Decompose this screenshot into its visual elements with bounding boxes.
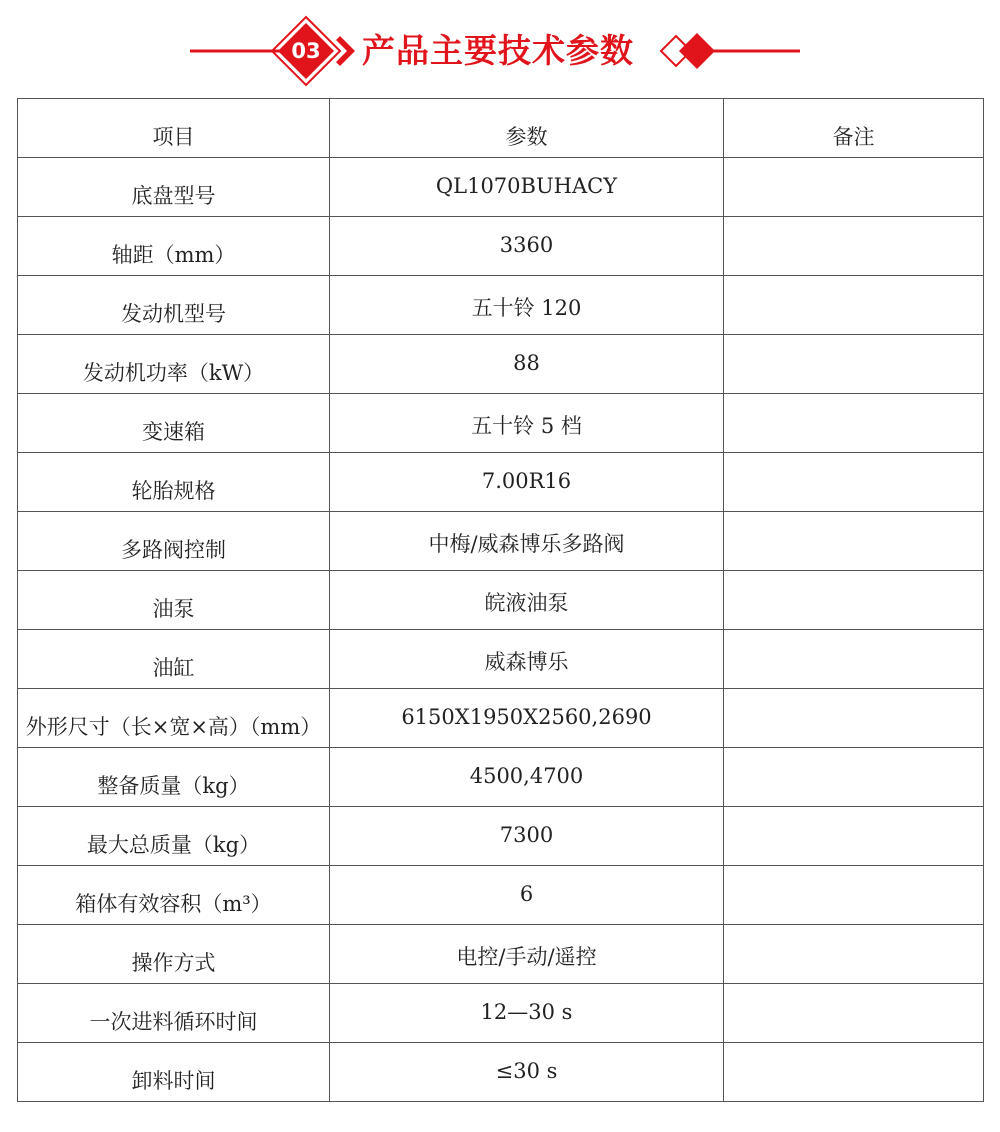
parameter-name-cell: 操作方式 <box>18 925 330 984</box>
table-row <box>18 512 984 571</box>
remark-cell <box>724 689 984 748</box>
parameter-value-cell: 五十铃 5 档 <box>330 394 724 453</box>
table-row <box>18 925 984 984</box>
remark-cell <box>724 866 984 925</box>
table-row <box>18 984 984 1043</box>
parameter-name-cell: 变速箱 <box>18 394 330 453</box>
table-row <box>18 748 984 807</box>
table-row <box>18 630 984 689</box>
remark-cell <box>724 748 984 807</box>
remark-cell <box>724 453 984 512</box>
section-number: 03 <box>291 39 321 63</box>
parameter-name-cell: 最大总质量（kg） <box>18 807 330 866</box>
remark-cell <box>724 158 984 217</box>
remark-cell <box>724 335 984 394</box>
remark-cell <box>724 217 984 276</box>
parameter-name-cell: 整备质量（kg） <box>18 748 330 807</box>
table-body <box>18 158 984 1102</box>
column-header-value: 参数 <box>330 99 724 158</box>
section-title: 产品主要技术参数 <box>362 31 634 70</box>
parameter-value-cell: ≤30 s <box>330 1043 724 1102</box>
parameter-name-cell: 多路阀控制 <box>18 512 330 571</box>
parameter-value-cell: 电控/手动/遥控 <box>330 925 724 984</box>
table-row <box>18 807 984 866</box>
parameter-value-cell: 威森博乐 <box>330 630 724 689</box>
table-row <box>18 276 984 335</box>
parameter-name-cell: 轴距（mm） <box>18 217 330 276</box>
parameter-name-cell: 一次进料循环时间 <box>18 984 330 1043</box>
parameter-name-cell: 箱体有效容积（m³） <box>18 866 330 925</box>
remark-cell <box>724 1043 984 1102</box>
remark-cell <box>724 571 984 630</box>
table-row <box>18 394 984 453</box>
parameter-name-cell: 底盘型号 <box>18 158 330 217</box>
table-row <box>18 866 984 925</box>
parameter-name-cell: 油泵 <box>18 571 330 630</box>
parameter-value-cell: 中梅/威森博乐多路阀 <box>330 512 724 571</box>
parameter-value-cell: 6150X1950X2560,2690 <box>330 689 724 748</box>
parameter-value-cell: 12—30 s <box>330 984 724 1043</box>
parameter-name-cell: 外形尺寸（长×宽×高）（mm） <box>18 689 330 748</box>
column-header-item: 项目 <box>18 99 330 158</box>
column-header-note: 备注 <box>724 99 984 158</box>
parameter-value-cell: 6 <box>330 866 724 925</box>
parameter-value-cell: QL1070BUHACY <box>330 158 724 217</box>
parameter-value-cell: 皖液油泵 <box>330 571 724 630</box>
remark-cell <box>724 630 984 689</box>
remark-cell <box>724 984 984 1043</box>
parameter-value-cell: 3360 <box>330 217 724 276</box>
table-row <box>18 217 984 276</box>
parameter-value-cell: 4500,4700 <box>330 748 724 807</box>
remark-cell <box>724 925 984 984</box>
parameter-value-cell: 88 <box>330 335 724 394</box>
table-header-row <box>18 99 984 158</box>
parameter-name-cell: 卸料时间 <box>18 1043 330 1102</box>
table-row <box>18 689 984 748</box>
remark-cell <box>724 394 984 453</box>
table-row <box>18 335 984 394</box>
table-row <box>18 1043 984 1102</box>
right-diamond-ornament <box>661 33 715 69</box>
parameter-name-cell: 油缸 <box>18 630 330 689</box>
remark-cell <box>724 276 984 335</box>
parameter-name-cell: 发动机功率（kW） <box>18 335 330 394</box>
table-row <box>18 571 984 630</box>
parameter-value-cell: 五十铃 120 <box>330 276 724 335</box>
table-row <box>18 453 984 512</box>
table-row <box>18 158 984 217</box>
parameter-name-cell: 发动机型号 <box>18 276 330 335</box>
parameter-value-cell: 7300 <box>330 807 724 866</box>
remark-cell <box>724 512 984 571</box>
remark-cell <box>724 807 984 866</box>
parameter-value-cell: 7.00R16 <box>330 453 724 512</box>
spec-table <box>17 98 984 1102</box>
section-header <box>0 0 1000 98</box>
parameter-name-cell: 轮胎规格 <box>18 453 330 512</box>
